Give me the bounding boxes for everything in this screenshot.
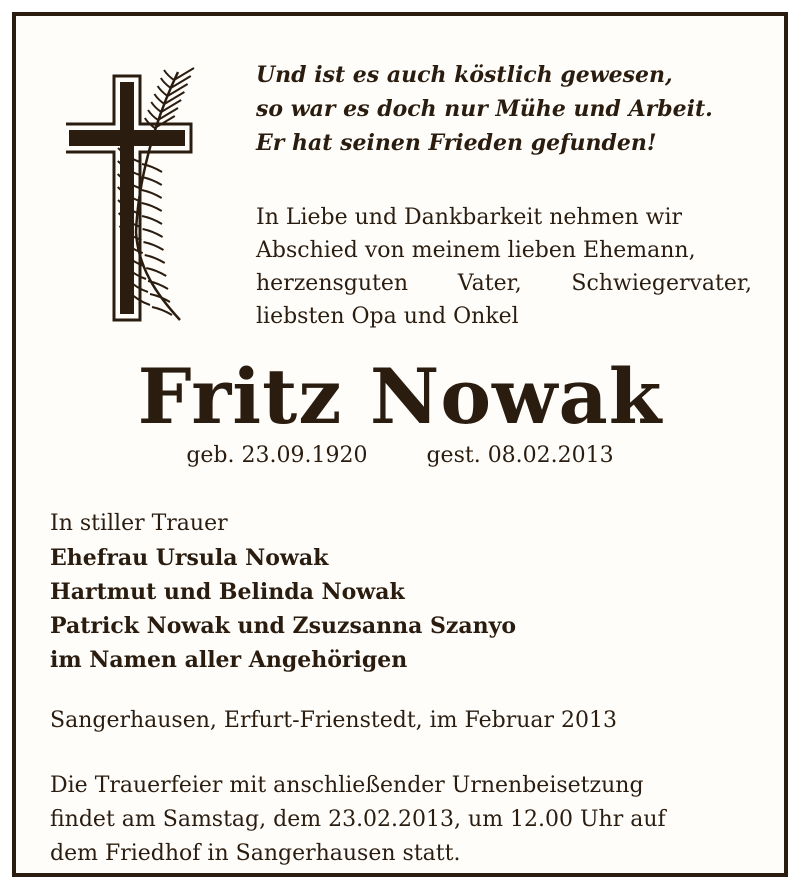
mourner-name: Patrick Nowak und Zsuzsanna Szanyo [50,613,517,639]
ceremony-line: dem Friedhof in Sangerhausen statt. [50,841,461,866]
ceremony-line: Die Trauerfeier mit anschließender Urnenbeisetzung [50,773,644,798]
palm-frond [161,78,171,88]
intro-text [256,201,752,333]
quote-line: Und ist es auch köstlich gewesen, [256,62,673,88]
bible-quote [256,58,766,160]
ceremony-info [50,769,770,871]
palm-frond [146,268,166,276]
mourner-name: Ehefrau Ursula Nowak [50,545,329,571]
mourners-heading: In stiller Trauer [50,511,228,536]
palm-frond [142,216,162,224]
birth-date: geb. 23.09.1920 [186,443,368,468]
place-and-date: Sangerhausen, Erfurt-Frienstedt, im Februar 2013 [50,708,617,733]
cross-with-palm-branch-icon [66,62,196,332]
palm-frond [143,229,163,237]
deceased-name: Fritz Nowak [137,352,663,441]
palm-frond [142,190,162,198]
quote-line: Er hat seinen Frieden gefunden! [256,130,657,156]
palm-frond [164,70,174,80]
cross-icon [66,62,196,332]
life-dates [16,441,784,471]
death-date: gest. 08.02.2013 [426,443,614,468]
palm-frond [158,86,168,96]
palm-frond [143,242,163,250]
quote-line: so war es doch nur Mühe und Arbeit. [256,96,713,122]
palm-frond [142,177,162,185]
mourners-block [50,507,750,677]
ceremony-line: findet am Samstag, dem 23.02.2013, um 12.00 Uhr auf [50,807,666,832]
mourner-name: im Namen aller Angehörigen [50,647,408,673]
palm-frond [154,94,164,104]
intro-line: liebsten Opa und Onkel [256,304,519,329]
intro-line: Abschied von meinem lieben Ehemann, [256,238,696,263]
palm-frond [148,110,158,120]
intro-line: herzensguten Vater, Schwiegervater, [256,271,752,296]
palm-frond [148,281,168,289]
palm-frond [142,203,162,211]
obituary-notice [12,12,788,877]
palm-frond [145,255,165,263]
intro-line: In Liebe und Dankbarkeit nehmen wir [256,205,683,230]
mourner-name: Hartmut und Belinda Nowak [50,579,405,605]
palm-frond [151,102,161,112]
